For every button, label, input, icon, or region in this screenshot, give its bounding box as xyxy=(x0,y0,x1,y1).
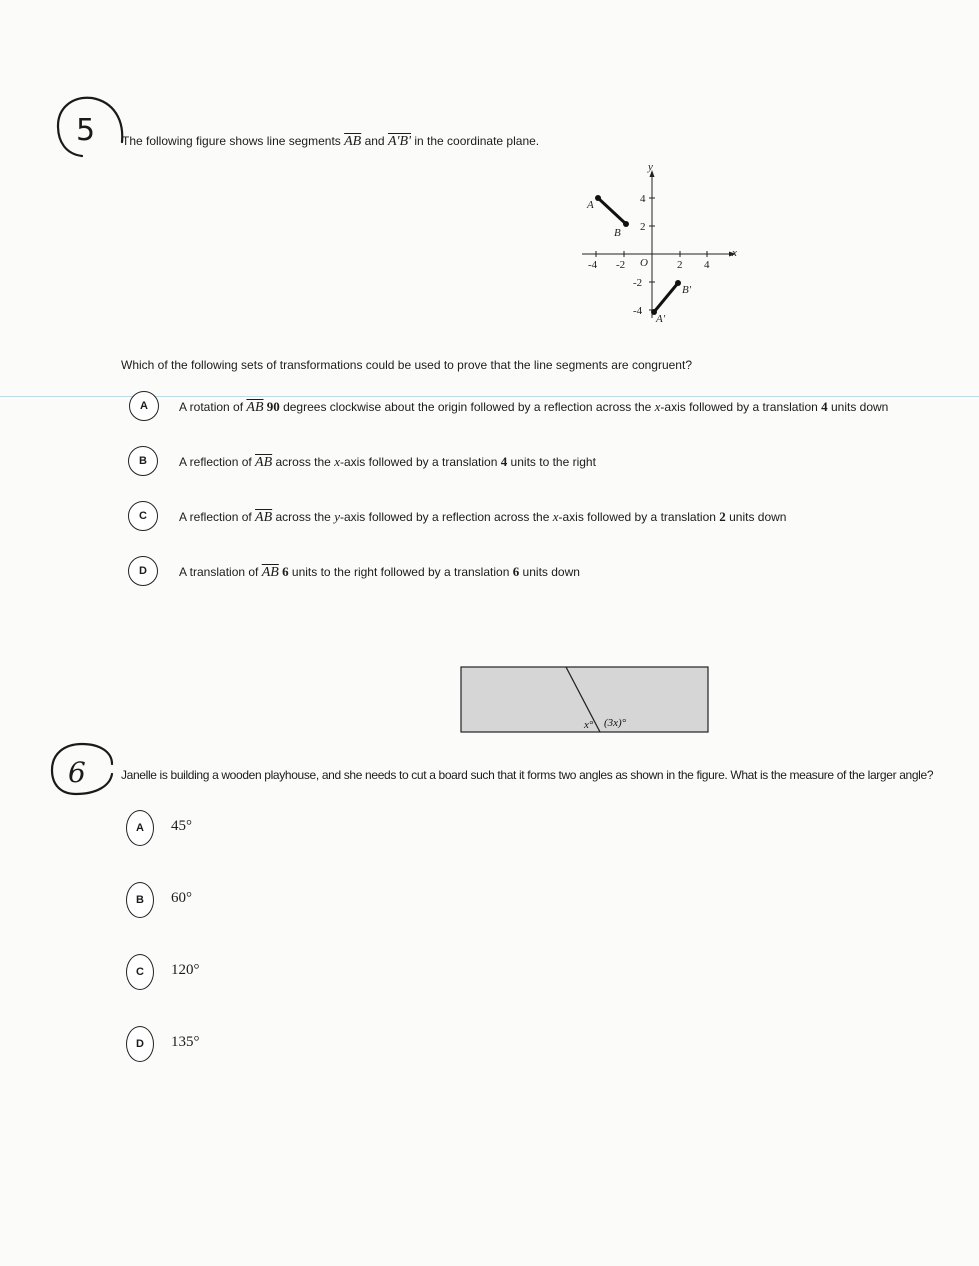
choice-text: -axis followed by a translation xyxy=(558,510,720,524)
point-b-label: B xyxy=(614,227,621,239)
choice-text: units to the right followed by a translation xyxy=(288,565,513,579)
prompt-text: The following figure shows line segments xyxy=(122,134,345,148)
choice-text: units down xyxy=(519,565,580,579)
question-5-question: Which of the following sets of transformations could be used to prove that the line segments are congruent? xyxy=(121,358,692,372)
choice-letter: B xyxy=(139,455,147,467)
math-variable: x xyxy=(552,509,559,524)
point-a xyxy=(595,195,601,201)
choice-text: -axis followed by a translation xyxy=(339,455,501,469)
left-angle-label: x° xyxy=(584,719,594,731)
math-number: 6 xyxy=(278,564,289,579)
x-axis-label: x xyxy=(732,247,737,259)
q5-choice-d-bubble[interactable] xyxy=(128,556,158,586)
choice-letter: D xyxy=(139,565,147,577)
math-variable: y xyxy=(334,509,340,524)
q5-choice-a-text[interactable] xyxy=(179,399,888,416)
q5-choice-b-text[interactable] xyxy=(179,454,596,471)
choice-letter: B xyxy=(136,894,144,906)
q5-choice-a-bubble[interactable] xyxy=(129,391,159,421)
y-tick-label: 2 xyxy=(640,221,646,233)
segment-ab xyxy=(598,198,626,224)
y-axis-label: y xyxy=(648,161,653,173)
choice-text: A translation of xyxy=(179,565,262,579)
math-number: 4 xyxy=(500,454,508,469)
choice-text: -axis followed by a translation xyxy=(660,400,822,414)
x-tick-label: -2 xyxy=(616,259,626,271)
math-variable: x xyxy=(334,454,340,469)
x-tick-label: 4 xyxy=(704,259,710,271)
segment-a-prime-b-prime-label: A'B' xyxy=(387,134,412,149)
choice-text: A rotation of xyxy=(179,400,247,414)
segment-ab-label: $\overline{AB}$ xyxy=(261,565,279,580)
math-variable: x xyxy=(654,399,661,414)
y-tick-label: -4 xyxy=(633,305,643,317)
board-figure xyxy=(460,666,710,734)
question-5-number: 5 xyxy=(76,113,96,148)
q6-choice-c-value[interactable]: 120° xyxy=(171,962,200,978)
x-tick-label: -4 xyxy=(588,259,598,271)
segment-ab-label: $\overline{AB}$ xyxy=(255,455,273,470)
q6-choice-d-value[interactable]: 135° xyxy=(171,1034,200,1050)
choice-letter: A xyxy=(140,400,148,412)
segment-ab-label: $\overline{AB}$ xyxy=(246,400,264,415)
prompt-text: in the coordinate plane. xyxy=(411,134,540,148)
point-a-prime-label: A' xyxy=(656,313,666,325)
coordinate-plane-graph xyxy=(576,158,746,328)
choice-text: units down xyxy=(725,510,787,524)
math-number: 6 xyxy=(512,564,520,579)
question-5-prompt xyxy=(122,134,539,150)
choice-text: across the xyxy=(272,510,335,524)
choice-text: units down xyxy=(827,400,889,414)
q6-choice-a-bubble[interactable] xyxy=(126,810,154,846)
question-5-number-circle xyxy=(52,92,132,162)
segment-ab-label: $\overline{AB}$ xyxy=(344,134,362,149)
choice-letter: C xyxy=(139,510,147,522)
prompt-text: and xyxy=(361,134,388,148)
q6-choice-a-value[interactable]: 45° xyxy=(171,818,192,834)
choice-text: A reflection of xyxy=(179,510,256,524)
q5-choice-c-text[interactable] xyxy=(179,509,786,526)
point-a-label: A xyxy=(587,199,594,211)
math-number: 90 xyxy=(263,399,280,414)
q6-choice-c-bubble[interactable] xyxy=(126,954,154,990)
math-number: 2 xyxy=(719,509,726,524)
point-b-prime-label: B' xyxy=(682,284,692,296)
question-6-prompt: Janelle is building a wooden playhouse, and she needs to cut a board such that it forms two angles as shown in the figure. What is the measure of the larger angle? xyxy=(121,768,934,782)
q6-choice-b-bubble[interactable] xyxy=(126,882,154,918)
choice-letter: A xyxy=(136,822,144,834)
y-tick-label: -2 xyxy=(633,277,643,289)
choice-text: across the xyxy=(272,455,335,469)
choice-letter: C xyxy=(136,966,144,978)
q5-choice-c-bubble[interactable] xyxy=(128,501,158,531)
q6-choice-d-bubble[interactable] xyxy=(126,1026,154,1062)
point-b-prime xyxy=(675,280,681,286)
choice-text: -axis followed by a reflection across the xyxy=(339,510,553,524)
x-tick-label: 2 xyxy=(677,259,683,271)
question-6-number: 6 xyxy=(68,756,86,789)
q5-choice-d-text[interactable] xyxy=(179,564,580,581)
segment-ab-label: $\overline{AB}$ xyxy=(255,510,273,525)
math-number: 4 xyxy=(821,399,828,414)
point-b xyxy=(623,221,629,227)
segment-a-prime-b-prime xyxy=(654,283,678,312)
q5-choice-b-bubble[interactable] xyxy=(128,446,158,476)
y-tick-label: 4 xyxy=(640,193,646,205)
choice-letter: D xyxy=(136,1038,144,1050)
choice-text: units to the right xyxy=(507,455,596,469)
question-6-number-circle xyxy=(46,740,118,800)
origin-label: O xyxy=(640,257,648,269)
right-angle-label: (3x)° xyxy=(604,717,627,729)
choice-text: A reflection of xyxy=(179,455,256,469)
q6-choice-b-value[interactable]: 60° xyxy=(171,890,192,906)
choice-text: degrees clockwise about the origin followed by a reflection across the xyxy=(279,400,655,414)
